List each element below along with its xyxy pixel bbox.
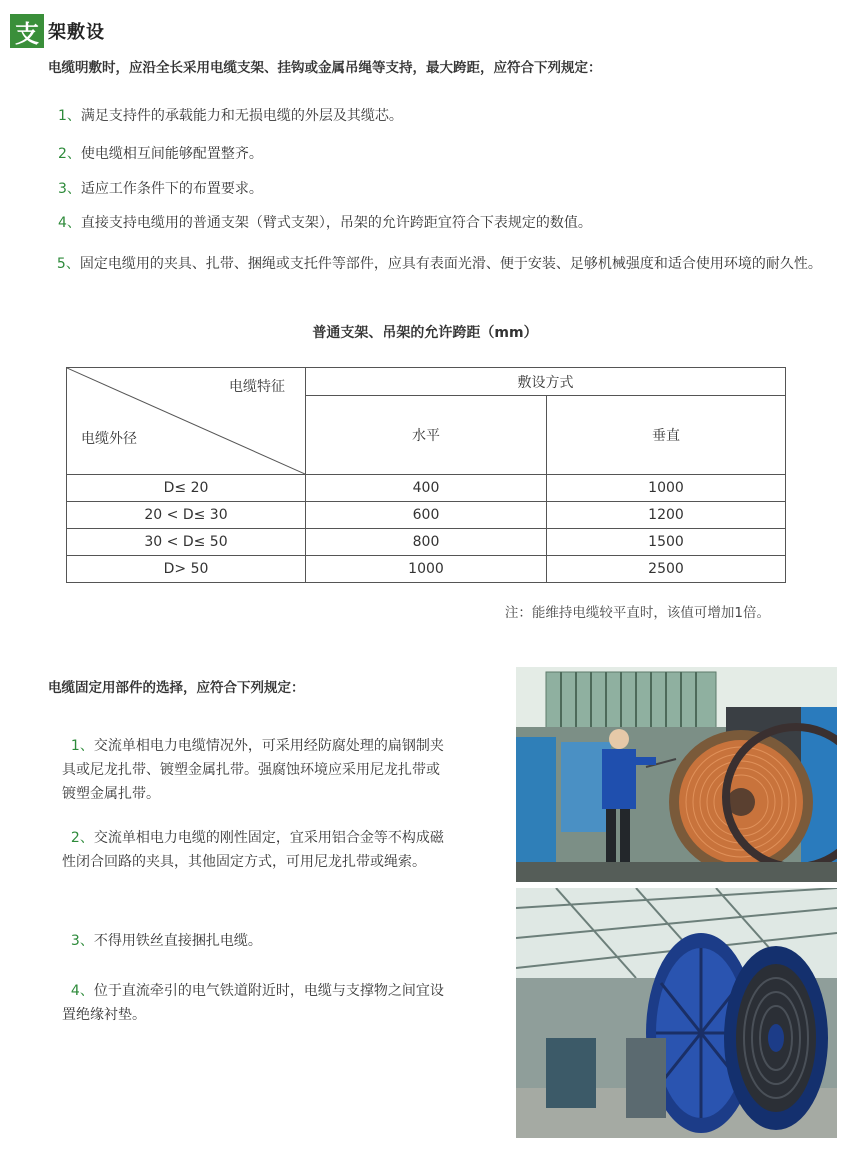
table-row xyxy=(67,475,786,502)
table-note: 注：能维持电缆较平直时，该值可增加1倍。 xyxy=(504,605,770,621)
diag-top-label: 电缆特征 xyxy=(229,379,285,395)
cable-drum-worker-photo xyxy=(516,667,837,882)
table-title: 普通支架、吊架的允许跨距（mm） xyxy=(312,325,538,341)
cell-diameter: D> 50 xyxy=(67,556,306,583)
cell-horizontal: 800 xyxy=(306,529,547,556)
col-header-horizontal: 水平 xyxy=(306,396,547,475)
cell-horizontal: 400 xyxy=(306,475,547,502)
title-text: 架敷设 xyxy=(48,22,105,43)
cell-vertical: 1200 xyxy=(547,502,786,529)
diagonal-header-cell xyxy=(67,368,306,475)
title-badge: 支 xyxy=(10,14,44,48)
table-row xyxy=(67,556,786,583)
cell-horizontal: 1000 xyxy=(306,556,547,583)
intro-text: 电缆明敷时，应沿全长采用电缆支架、挂钩或金属吊绳等支持，最大跨距，应符合下列规定： xyxy=(48,60,602,76)
section2-item: 2、交流单相电力电缆的刚性固定，宜采用铝合金等不构成磁性闭合回路的夹具，其他固定方式，可用尼龙扎带或绳索。 xyxy=(62,830,444,870)
table-row xyxy=(67,529,786,556)
cable-reels-factory-photo xyxy=(516,888,837,1138)
col-header-vertical: 垂直 xyxy=(547,396,786,475)
page-title xyxy=(10,14,105,48)
cell-vertical: 1000 xyxy=(547,475,786,502)
cell-diameter: 30 < D≤ 50 xyxy=(67,529,306,556)
section2-heading: 电缆固定用部件的选择，应符合下列规定： xyxy=(48,680,305,696)
section2-item: 1、交流单相电力电缆情况外，可采用经防腐处理的扁钢制夹具或尼龙扎带、镀塑金属扎带。强腐蚀环境应采用尼龙扎带或镀塑金属扎带。 xyxy=(62,738,444,802)
rule-item: 5、固定电缆用的夹具、扎带、捆绳或支托件等部件，应具有表面光滑、便于安装、足够机械强度和适合使用环境的耐久性。 xyxy=(56,256,822,272)
cell-horizontal: 600 xyxy=(306,502,547,529)
rule-item: 1、满足支持件的承载能力和无损电缆的外层及其缆芯。 xyxy=(58,108,403,124)
table-row xyxy=(67,502,786,529)
rule-item: 4、直接支持电缆用的普通支架（臂式支架），吊架的允许跨距宜符合下表规定的数值。 xyxy=(58,215,592,231)
rule-item: 3、适应工作条件下的布置要求。 xyxy=(58,181,263,197)
cell-diameter: 20 < D≤ 30 xyxy=(67,502,306,529)
cell-vertical: 1500 xyxy=(547,529,786,556)
section2-item: 4、位于直流牵引的电气铁道附近时，电缆与支撑物之间宜设置绝缘衬垫。 xyxy=(62,983,444,1023)
rule-item: 2、使电缆相互间能够配置整齐。 xyxy=(58,146,263,162)
span-table xyxy=(66,367,786,583)
diag-bottom-label: 电缆外径 xyxy=(81,431,137,447)
cell-vertical: 2500 xyxy=(547,556,786,583)
group-header: 敷设方式 xyxy=(306,368,786,396)
cell-diameter: D≤ 20 xyxy=(67,475,306,502)
section2-item: 3、不得用铁丝直接捆扎电缆。 xyxy=(70,933,262,949)
